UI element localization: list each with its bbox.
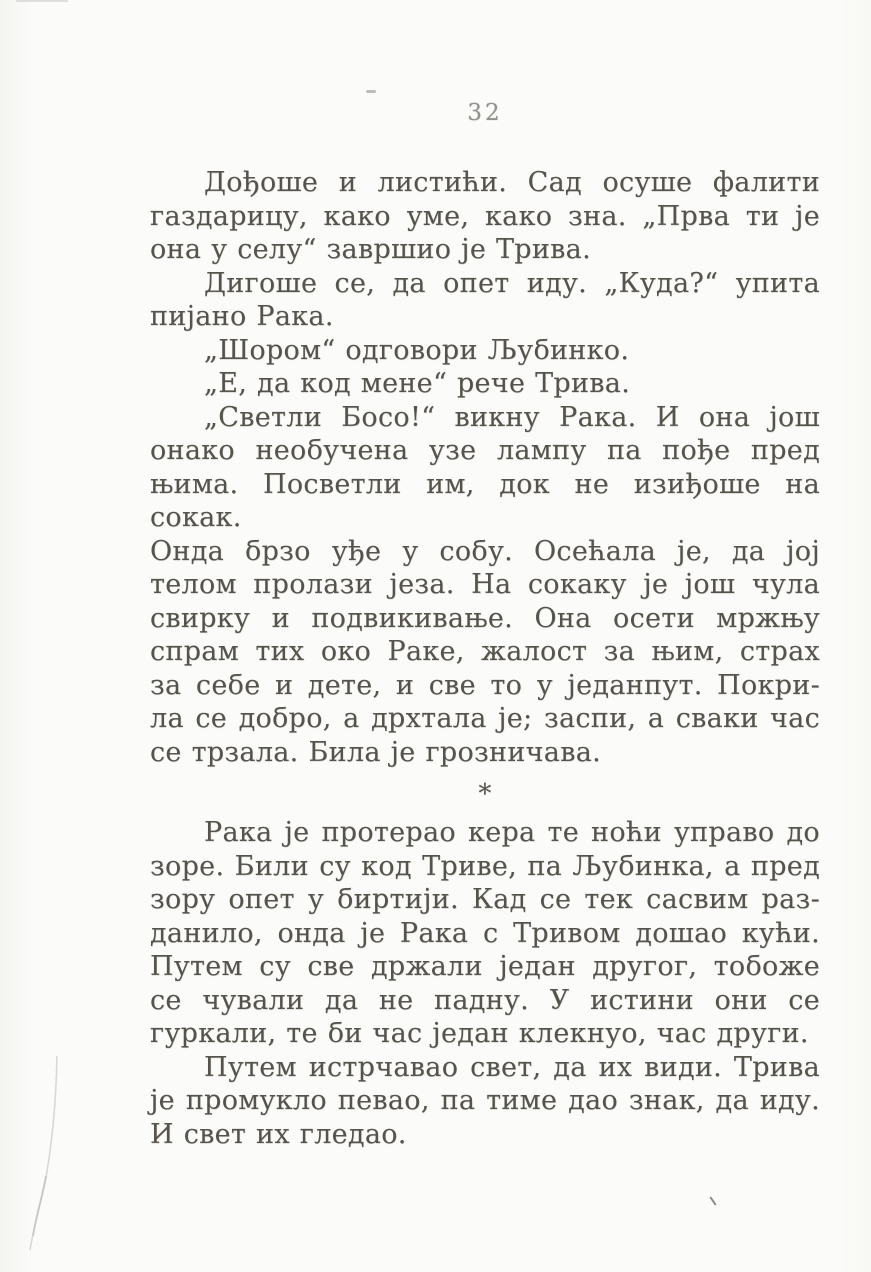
- text-line: Онда брзо уђе у собу. Осећала је, да јој: [150, 535, 820, 567]
- paper-crease-artifact: [0, 1040, 90, 1272]
- text-line: „Е, да код мене“ рече Трива.: [204, 368, 631, 399]
- scan-speck-artifact: [366, 90, 376, 93]
- text-line: њима. Посветли им, док не изиђоше на сокак.: [150, 468, 820, 533]
- text-line: за себе и дете, и све то у једанпут. Покри-: [150, 669, 820, 701]
- page-number: 32: [467, 100, 503, 126]
- text-line: се чували да не падну. У истини они се: [150, 984, 820, 1016]
- text-line: пијано Рака.: [150, 301, 334, 332]
- paragraph: [150, 1051, 820, 1152]
- text-line: свирку и подвикивање. Она осети мржњу: [150, 602, 820, 634]
- paragraph: [150, 166, 820, 267]
- text-line: И свет их гледао.: [150, 1118, 407, 1150]
- paragraph: [150, 267, 820, 334]
- text-line: зору опет у биртији. Кад се тек сасвим раз-: [150, 884, 820, 915]
- text-line: телом пролази језа. На сокаку је још чула: [150, 569, 820, 600]
- paragraph: [150, 816, 820, 1051]
- text-line: је промукло певао, па тиме дао знак, да иду.: [150, 1085, 820, 1116]
- text-line: спрам тих око Раке, жалост за њим, страх: [150, 636, 820, 667]
- paragraph: [150, 401, 820, 770]
- text-line: „Светли Босо!“ викну Рака. И она још: [204, 401, 820, 433]
- paragraph: [150, 367, 820, 401]
- text-line: Путем истрчавао свет, да их види. Трива: [204, 1051, 820, 1083]
- text-line: Дођоше и листићи. Сад осуше фалити: [204, 167, 820, 198]
- text-line: газдарицу, како уме, како зна. „Прва ти је: [150, 200, 820, 232]
- text-block: [150, 166, 820, 1151]
- scan-speck-artifact: [709, 1196, 716, 1205]
- text-line: се трзала. Била је грозничава.: [150, 736, 601, 768]
- text-line: „Шором“ одговори Љубинко.: [204, 334, 630, 366]
- text-line: гуркали, те би час један клекнуо, час други.: [150, 1018, 809, 1049]
- text-line: онако необучена узе лампу па пође пред: [150, 435, 820, 466]
- text-line: зоре. Били су код Триве, па Љубинка, а пред: [150, 850, 820, 882]
- text-line: она у селу“ завршио је Трива.: [150, 234, 591, 265]
- text-line: Рака је протерао кера те ноћи управо до: [204, 817, 820, 848]
- section-separator: [150, 769, 820, 816]
- text-line: данило, онда је Рака с Тривом дошао кући.: [150, 917, 820, 949]
- text-line: Путем су све држали један другог, тобоже: [150, 951, 820, 982]
- text-line: ла се добро, а дрхтала је; заспи, а сваки час: [150, 703, 820, 734]
- scan-edge-artifact: [16, 0, 68, 2]
- text-line: Дигоше се, да опет иду. „Куда?“ упита: [204, 267, 820, 299]
- paragraph: [150, 334, 820, 368]
- asterisk-divider: *: [478, 779, 492, 809]
